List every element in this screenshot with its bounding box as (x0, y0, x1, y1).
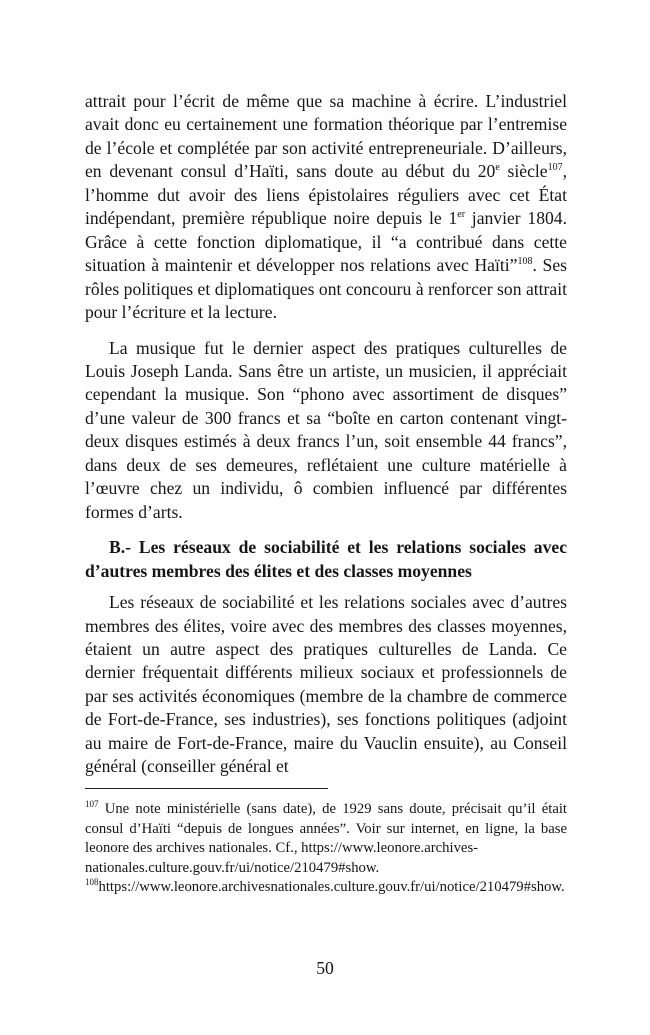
footnotes (85, 800, 567, 898)
paragraph-3: Les réseaux de sociabilité et les relations sociales avec d’autres membres des élites, voire avec des membres des classes moyennes, étaient un autre aspect des pratiques culturelles de Landa. Ce dernier fréquentait différents milieux sociaux et professionnels de par ses activités économiques (membre de la chambre de commerce de Fort-de-France, ses industries), ses fonctions politiques (adjoint au maire de Fort-de-France, maire du Vauclin ensuite), au Conseil général (conseiller général et (85, 592, 567, 777)
paragraph-2: La musique fut le dernier aspect des pratiques culturelles de Louis Joseph Landa. Sans être un artiste, un musicien, il appréciait cependant la musique. Son “phono avec assortiment de disques” d’une valeur de 300 francs et sa “boîte en carton contenant vingt-deux disques estimés à deux francs l’un, soit ensemble 44 francs”, dans deux de ses demeures, reflétaient une culture matérielle à l’œuvre chez un individu, ô combien influencé par différentes formes d’arts. (85, 337, 567, 522)
footnote-link[interactable]: https://www.leonore.archives- (301, 840, 479, 856)
page-number: 50 (316, 958, 334, 978)
paragraph-1: attrait pour l’écrit de même que sa machine à écrire. L’industriel avait donc eu certainement une formation théorique par l’entremise de l’école et complétée par son activité entrepreneuriale. D’ailleurs, en devenant consul d’Haïti, sans doute au début du 20e siècle$^{107}$, l’homme dut avoir des liens épistolaires réguliers avec cet État indépendant, première république noire depuis le 1er janvier 1804. Grâce à cette fonction diplomatique, il “a contribué dans cette situation à maintenir et développer nos relations avec Haïti”$^{108}$. Ses rôles politiques et diplomatiques ont concouru à renforcer son attrait pour l’écriture et la lecture. (85, 91, 568, 323)
footnote-ref-107[interactable]: 107 (547, 162, 563, 174)
footnote-divider (85, 788, 328, 789)
superscript: e (495, 162, 500, 174)
footnote-108 (85, 878, 567, 898)
footnote-ref-108[interactable]: 108 (517, 256, 533, 268)
superscript: er (457, 209, 466, 221)
footnote-link[interactable]: https://www.leonore.archivesnationales.culture.gouv.fr/ui/notice/210479#show. (98, 879, 565, 895)
section-heading: B.- Les réseaux de sociabilité et les relations sociales avec d’autres membres des élites et des classes moyennes (85, 537, 567, 581)
footnote-link[interactable]: nationales.culture.gouv.fr/ui/notice/210479#show. (85, 859, 380, 876)
footnote-number: 107 (85, 799, 99, 810)
footnote-107: $^{107}$ Une note ministérielle (sans date), de 1929 sans doute, précisait qu’il était consul d’Haïti “depuis de longues années”. Voir sur internet, en ligne, la base leonore des archives nationales. Cf., https://www.leonore.archives- nationales.culture.gouv.fr/ui/notice/210479#show. (85, 799, 567, 876)
footnote-number: 108 (85, 877, 99, 888)
body-text (85, 90, 567, 779)
